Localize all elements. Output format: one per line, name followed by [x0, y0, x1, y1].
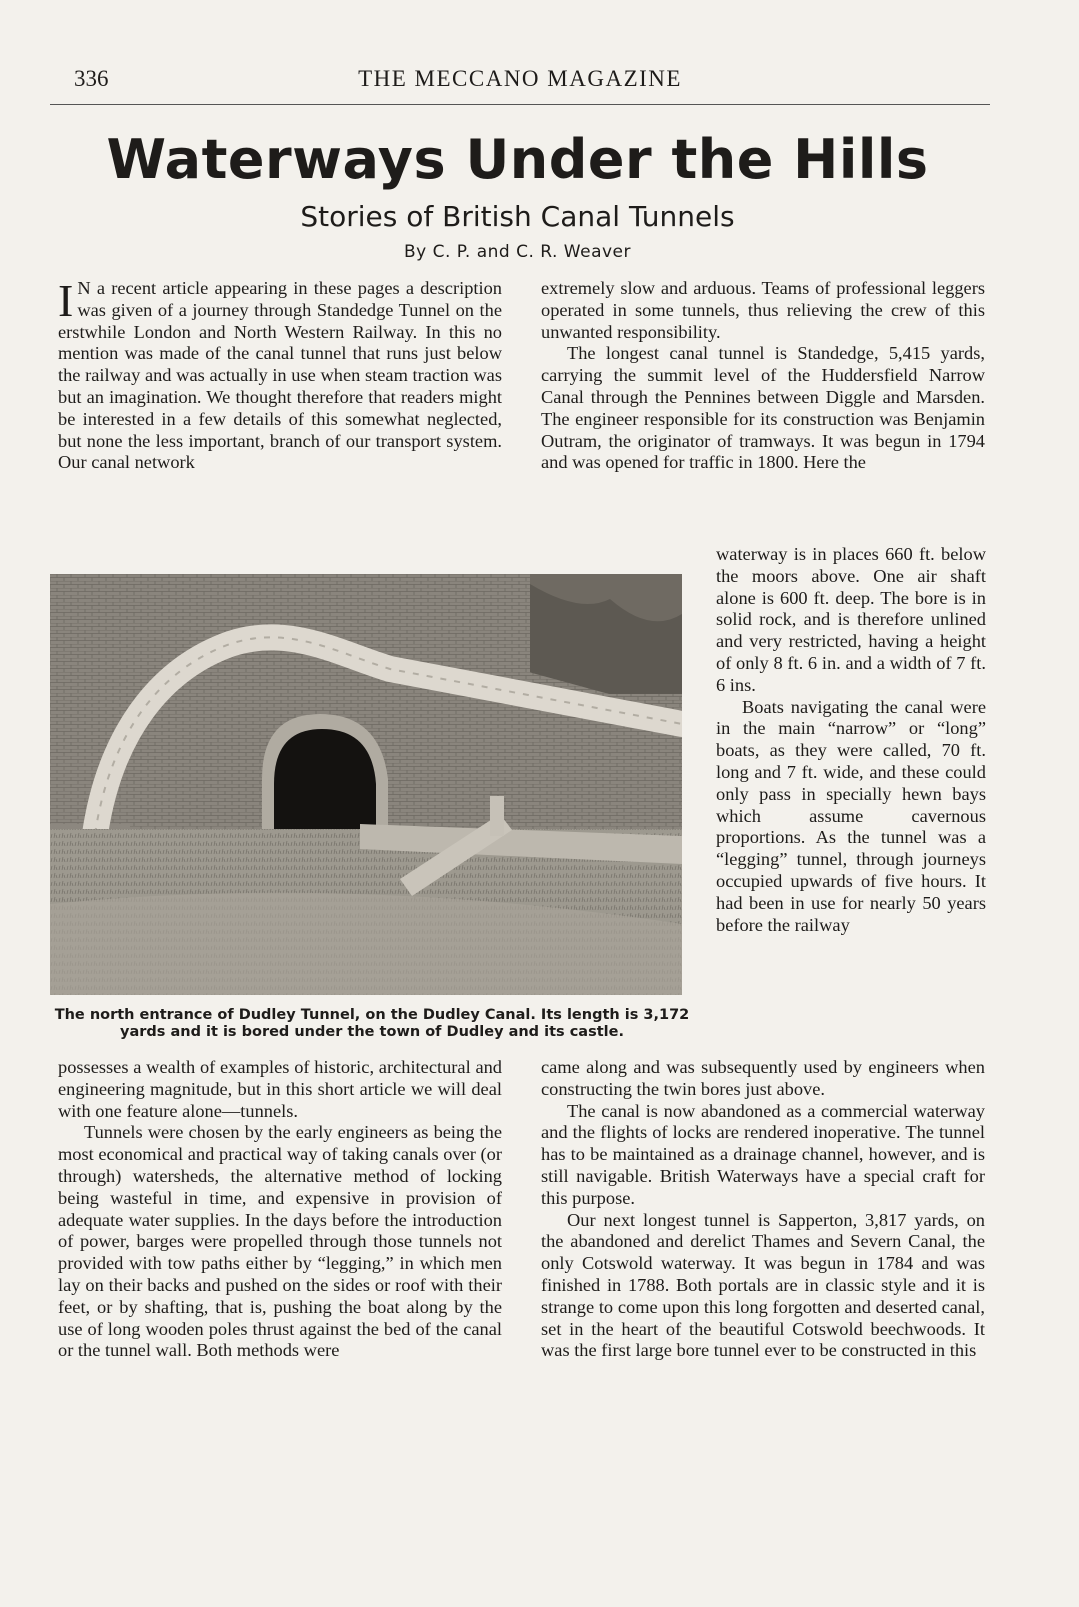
- paragraph: Our next longest tunnel is Sapperton, 3,817 yards, on the abandoned and derelict Thames and Severn Canal, the only Cotswold waterway. It was begun in 1784 and was finished in 1788. Both portals are in classic style and it is strange to come upon this long forgotten and deserted canal, set in the heart of the beautiful Cotswold beechwoods. It was the first large bore tunnel ever to be constructed in this: [541, 1209, 985, 1361]
- column-left-top: [58, 275, 502, 474]
- tunnel-photo: [50, 574, 682, 995]
- paragraph: The longest canal tunnel is Standedge, 5,415 yards, carrying the summit level of the Huddersfield Narrow Canal through the Pennines between Diggle and Marsden. The engineer responsible for its construction was Benjamin Outram, the originator of tramways. It was begun in 1794 and was opened for traffic in 1800. Here the: [541, 343, 985, 473]
- paragraph: came along and was subsequently used by engineers when constructing the twin bores just above.: [541, 1057, 985, 1099]
- column-right-top: [541, 278, 985, 474]
- page-number: 336: [74, 66, 109, 91]
- magazine-title: THE MECCANO MAGAZINE: [358, 66, 682, 91]
- article-subtitle: Stories of British Canal Tunnels: [300, 200, 735, 233]
- drop-cap: I: [58, 275, 74, 326]
- paragraph: Boats navigating the canal were in the main “narrow” or “long” boats, as they were called, 70 ft. long and 7 ft. wide, and these could only pass in specially hewn bays which assume cavernous proportions. As the tunnel was a “legging” tunnel, through journeys occupied upwards of five hours. It had been in use for nearly 50 years before the railway: [716, 696, 986, 935]
- column-right-bottom: [541, 1057, 985, 1362]
- paragraph: extremely slow and arduous. Teams of professional leggers operated in some tunnels, thus relieving the crew of this unwanted responsibility.: [541, 278, 985, 342]
- intro-paragraph: I N a recent article appearing in these pages a description was given of a journey through Standedge Tunnel on the erstwhile London and North Western Railway. In this no mention was made of the canal tunnel that runs just below the railway and was actually in use when steam traction was but an imagination. We thought therefore that readers might be interested in a few details of this somewhat neglected, but none the less important, branch of our transport system. Our canal network: [58, 275, 502, 473]
- article-byline: By C. P. and C. R. Weaver: [404, 242, 631, 262]
- paragraph: possesses a wealth of examples of historic, architectural and engineering magnitude, but in this short article we will deal with one feature alone—tunnels.: [58, 1057, 502, 1121]
- article-title: Waterways Under the Hills: [106, 128, 929, 191]
- page-header: [50, 66, 990, 105]
- tunnel-photo-illustration: [50, 574, 682, 995]
- paragraph: Tunnels were chosen by the early engineers as being the most economical and practical way of taking canals over (or through) watersheds, the alternative method of locking being wasteful in time, and expensive in provision of adequate water supplies. In the days before the introduction of power, barges were propelled through those tunnels not provided with tow paths either by “legging,” in which men lay on their backs and pushed on the sides or roof with their feet, or by shafting, that is, pushing the boat along by the use of long wooden poles thrust against the bed of the canal or the tunnel wall. Both methods were: [58, 1122, 502, 1361]
- paragraph: waterway is in places 660 ft. below the moors above. One air shaft alone is 600 ft. deep. The bore is in solid rock, and is therefore unlined and very restricted, having a height of only 8 ft. 6 in. and a width of 7 ft. 6 ins.: [716, 544, 986, 695]
- paragraph: The canal is now abandoned as a commercial waterway and the flights of locks are rendered inoperative. The tunnel has to be maintained as a drainage channel, however, and is still navigable. British Waterways have a special craft for this purpose.: [541, 1100, 985, 1208]
- photo-caption: The north entrance of Dudley Tunnel, on the Dudley Canal. Its length is 3,172 yards and it is bored under the town of Dudley and its castle.: [54, 1007, 690, 1040]
- column-beside-photo: [716, 544, 986, 936]
- column-left-bottom: [58, 1057, 502, 1362]
